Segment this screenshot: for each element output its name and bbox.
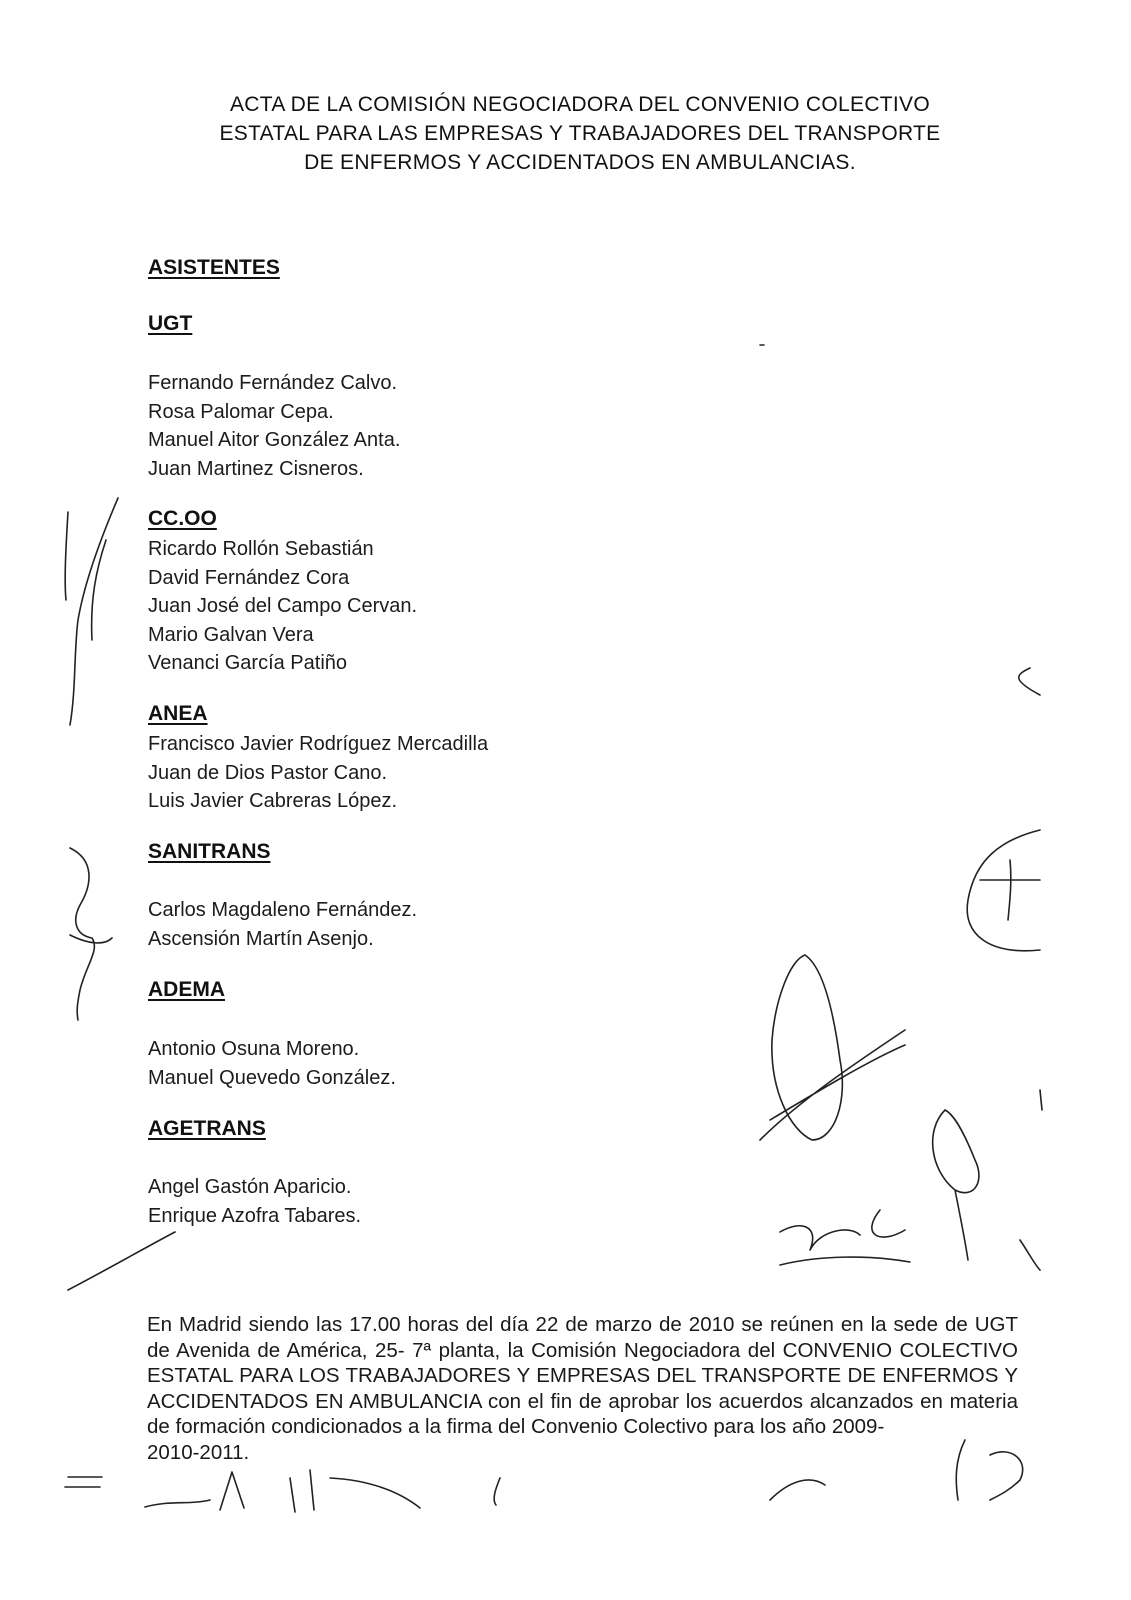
meeting-paragraph	[147, 1312, 1018, 1465]
group-heading-sanitrans: SANITRANS	[148, 840, 271, 863]
member-name: Venanci García Patiño	[148, 652, 348, 674]
member-name: Rosa Palomar Cepa.	[148, 400, 334, 423]
signature-left-2	[70, 848, 112, 1020]
member-name: Francisco Javier Rodríguez Mercadilla	[148, 733, 489, 755]
member-name: Juan Martinez Cisneros.	[148, 457, 364, 480]
title-line-2: ESTATAL PARA LAS EMPRESAS Y TRABAJADORES DEL TRANSPORTE	[219, 122, 941, 145]
member-name: Juan José del Campo Cervan.	[148, 595, 418, 617]
signature-right-5	[780, 1210, 910, 1265]
meeting-paragraph-text: En Madrid siendo las 17.00 horas del día 22 de marzo de 2010 se reúnen en la sede de UGT de Avenida de América, 25- 7ª planta, la Comisión Negociadora del CONVENIO COLECTIVO ESTATAL PARA LOS TRABAJADORES Y EMPRESAS DEL TRANSPORTE DE ENFERMOS Y ACCIDENTADOS EN AMBULANCIA con el fin de aprobar los acuerdos alcanzados en materia de formación condicionados a la firma del Convenio Colectivo para los año 2009-	[147, 1313, 1018, 1438]
group-heading-adema: ADEMA	[148, 978, 225, 1001]
meeting-paragraph-last-line: 2010-2011.	[147, 1440, 250, 1464]
member-name: Ricardo Rollón Sebastián	[148, 538, 374, 560]
member-name: Angel Gastón Aparicio.	[148, 1176, 352, 1198]
document-title	[130, 90, 1030, 177]
signature-bottom-left	[65, 1470, 500, 1512]
group-members-ugt	[148, 369, 400, 483]
member-name: Manuel Aitor González Anta.	[148, 429, 401, 451]
member-name: Manuel Quevedo González.	[148, 1066, 396, 1089]
stray-mark	[760, 345, 1042, 1270]
member-name: Fernando Fernández Calvo.	[148, 372, 398, 394]
signature-left-3	[68, 1232, 175, 1290]
member-name: Luis Javier Cabreras López.	[148, 790, 398, 812]
group-members-ccoo	[148, 535, 417, 678]
group-heading-ugt: UGT	[148, 312, 193, 335]
signature-right-1	[1019, 668, 1040, 695]
group-members-sanitrans	[148, 896, 417, 953]
title-line-1: ACTA DE LA COMISIÓN NEGOCIADORA DEL CONVENIO COLECTIVO	[229, 93, 930, 116]
group-members-adema	[148, 1035, 396, 1092]
signature-right-2	[967, 830, 1040, 951]
group-heading-ccoo: CC.OO	[148, 507, 217, 530]
member-name: David Fernández Cora	[148, 566, 350, 589]
member-name: Carlos Magdaleno Fernández.	[148, 899, 418, 921]
member-name: Enrique Azofra Tabares.	[148, 1204, 362, 1227]
group-members-anea	[148, 730, 488, 816]
asistentes-heading: ASISTENTES	[148, 256, 280, 279]
member-name: Mario Galvan Vera	[148, 623, 314, 646]
signature-right-4	[933, 1110, 979, 1260]
group-heading-anea: ANEA	[148, 702, 208, 725]
title-line-3: DE ENFERMOS Y ACCIDENTADOS EN AMBULANCIAS.	[304, 151, 856, 174]
member-name: Ascensión Martín Asenjo.	[148, 927, 374, 950]
group-members-agetrans	[148, 1173, 361, 1230]
group-heading-agetrans: AGETRANS	[148, 1117, 266, 1140]
member-name: Juan de Dios Pastor Cano.	[148, 761, 388, 784]
signature-right-3	[760, 955, 905, 1140]
signature-left-1	[65, 498, 118, 725]
member-name: Antonio Osuna Moreno.	[148, 1038, 360, 1060]
